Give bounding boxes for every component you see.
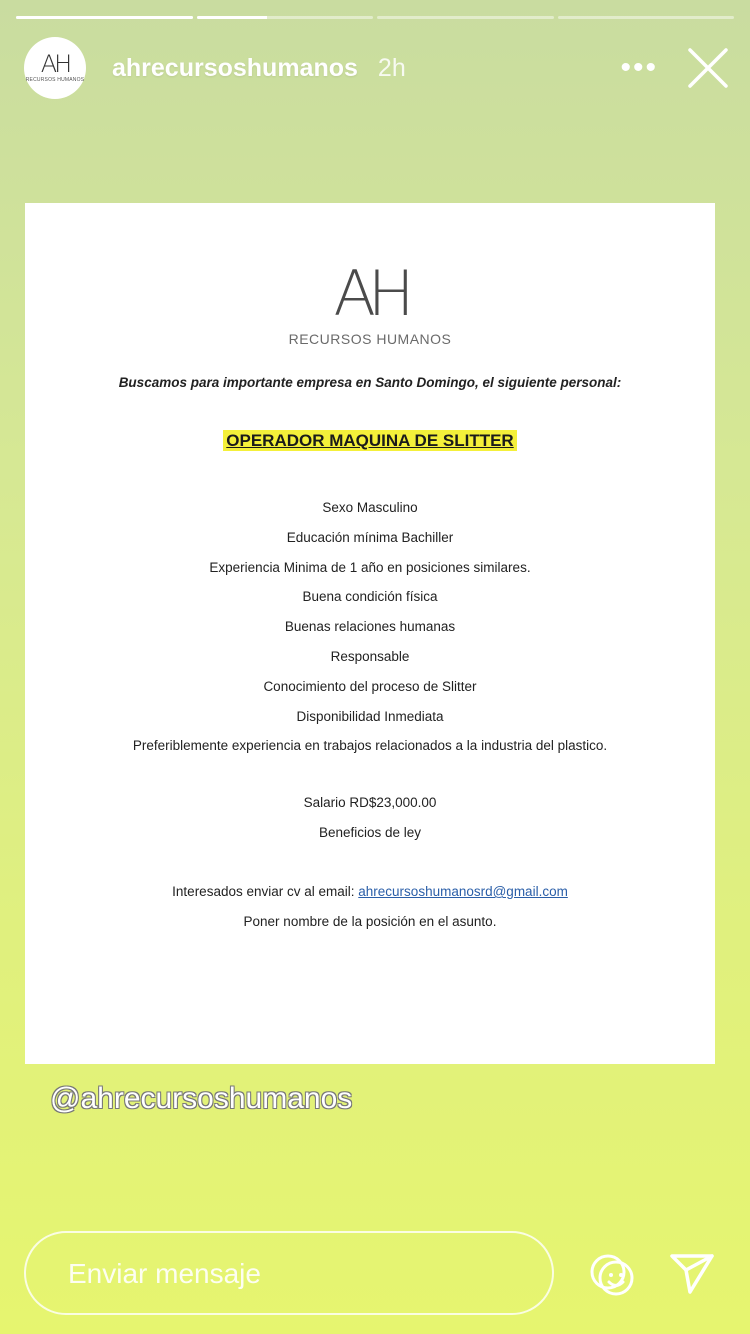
company-logo (25, 257, 715, 347)
send-icon (668, 1250, 716, 1296)
story-progress-bar (16, 16, 734, 20)
requirement-item: Sexo Masculino (322, 500, 418, 515)
contact-prefix: Interesados enviar cv al email: (172, 884, 355, 899)
subject-note: Poner nombre de la posición en el asunto. (243, 913, 497, 929)
requirement-item: Experiencia Minima de 1 año en posiciones similares. (209, 559, 531, 575)
message-input[interactable] (66, 1253, 520, 1295)
emoji-reaction-icon (586, 1248, 638, 1300)
job-title (25, 431, 715, 451)
requirement-item: Preferiblemente experiencia en trabajos relacionados a la industria del plastico. (132, 738, 608, 754)
story-header (24, 36, 730, 100)
contact-info (25, 877, 715, 937)
company-logo-subtitle: RECURSOS HUMANOS (288, 331, 452, 347)
story-image-job-posting[interactable] (25, 203, 715, 1064)
more-options-button[interactable]: ••• (620, 51, 658, 84)
job-title-text: OPERADOR MAQUINA DE SLITTER (223, 430, 516, 451)
close-button[interactable] (686, 46, 730, 90)
requirement-item: Responsable (330, 648, 410, 664)
username-link[interactable]: ahrecursoshumanos (112, 53, 358, 82)
requirement-item: Conocimiento del proceso de Slitter (263, 678, 477, 694)
mention-sticker[interactable]: @ahrecursoshumanos (50, 1082, 353, 1115)
progress-segment-3 (377, 16, 554, 19)
progress-segment-4 (558, 16, 735, 19)
benefits-text: Beneficios de ley (318, 824, 422, 840)
contact-line (25, 877, 715, 907)
avatar-logo: AH (40, 50, 70, 78)
requirement-item: Educación mínima Bachiller (286, 529, 454, 545)
salary-text: Salario RD$23,000.00 (303, 795, 437, 810)
compensation (25, 788, 715, 848)
email-link[interactable]: ahrecursoshumanosrd@gmail.com (358, 884, 568, 899)
requirement-item: Buenas relaciones humanas (284, 619, 456, 635)
avatar[interactable] (24, 37, 86, 99)
progress-segment-2 (197, 16, 374, 19)
requirement-item: Disponibilidad Inmediata (296, 708, 444, 724)
post-time: 2h (377, 53, 406, 82)
company-logo-mark: AH (333, 257, 407, 330)
intro-text: Buscamos para importante empresa en Santo Domingo, el siguiente personal: (118, 375, 622, 390)
requirements-list (25, 493, 715, 761)
reaction-button[interactable] (586, 1248, 638, 1300)
avatar-logo-subtitle: RECURSOS HUMANOS (25, 77, 85, 83)
send-button[interactable] (668, 1250, 716, 1296)
message-box[interactable] (24, 1231, 554, 1315)
close-icon (686, 46, 730, 90)
progress-segment-1 (16, 16, 193, 19)
requirement-item: Buena condición física (302, 589, 438, 605)
